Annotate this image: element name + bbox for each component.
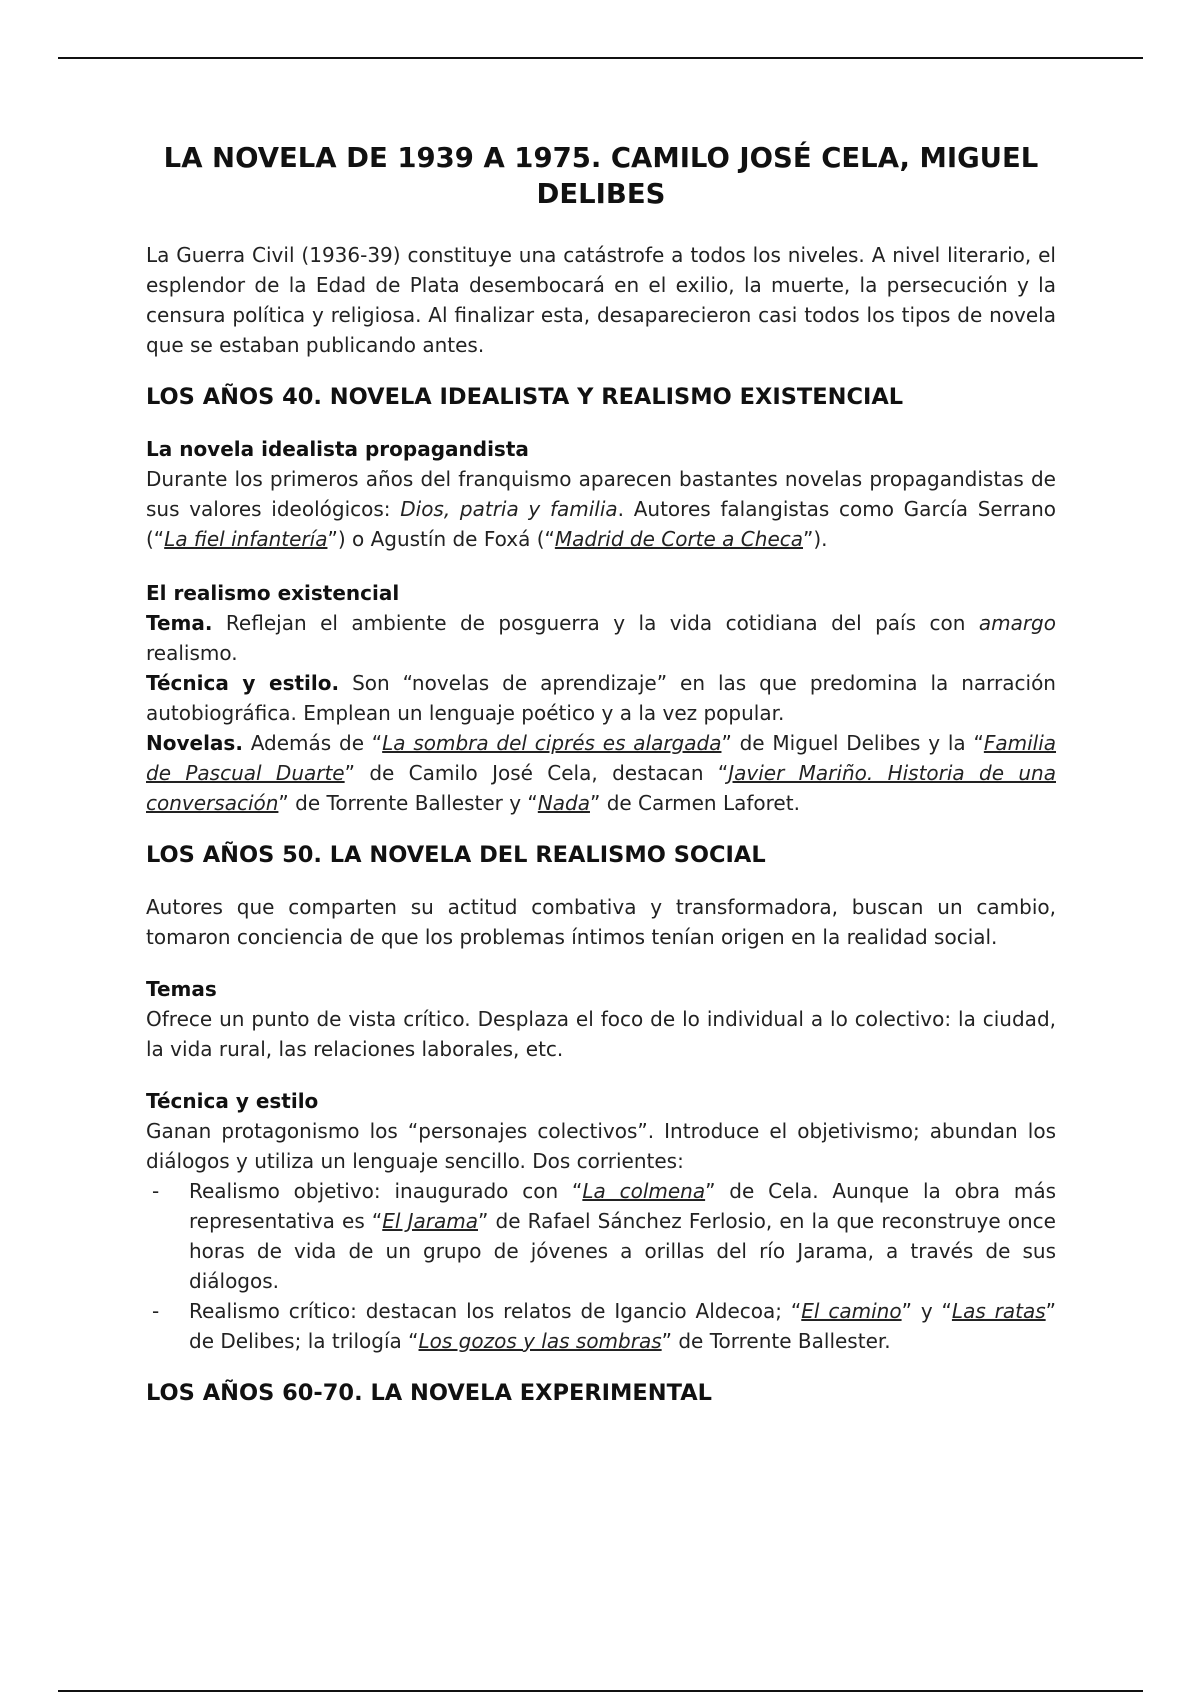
book-title: Madrid de Corte a Checa — [554, 527, 803, 551]
book-title: La colmena — [582, 1179, 706, 1203]
intro-paragraph: La Guerra Civil (1936-39) constituye una catástrofe a todos los niveles. A nivel literario, el esplendor de la Edad de Plata desembocará en el exilio, la muerte, la persecución y la censura política y religiosa. Al finalizar esta, desaparecieron casi todos los tipos de novela que se estaban publicando antes. — [146, 243, 1056, 357]
bottom-rule — [58, 1690, 1143, 1692]
label-tema: Tema. — [146, 611, 213, 635]
values-phrase: Dios, patria y familia — [400, 497, 618, 521]
book-title: La sombra del ciprés es alargada — [382, 731, 722, 755]
list-item: - Realismo objetivo: inaugurado con “La colmena” de Cela. Aunque la obra más representativa es “El Jarama” de Rafael Sánchez Ferlosio, en la que reconstruye once horas de vida de un grupo de jóvenes a orillas del río Jarama, a través de sus diálogos. — [146, 1176, 1056, 1296]
paragraph-tecnica-estilo: Ganan protagonismo los “personajes colectivos”. Introduce el objetivismo; abundan los diálogos y utiliza un lenguaje sencillo. Dos corrientes: — [146, 1119, 1056, 1173]
book-title: Los gozos y las sombras — [418, 1329, 662, 1353]
book-title: La fiel infantería — [164, 527, 328, 551]
bullet-dash: - — [152, 1179, 160, 1203]
label-novelas: Novelas. — [146, 731, 243, 755]
subheading-temas: Temas — [146, 977, 217, 1001]
bullet-dash: - — [152, 1299, 160, 1323]
subheading-realismo-existencial: El realismo existencial — [146, 581, 400, 605]
book-title: Nada — [537, 791, 590, 815]
paragraph-novelas: Novelas. Además de “La sombra del ciprés es alargada” de Miguel Delibes y la “Familia de Pascual Duarte” de Camilo José Cela, destacan “Javier Mariño. Historia de una conversación” de Torrente Ballester y “Nada” de Carmen Laforet. — [146, 731, 1057, 815]
book-title: El Jarama — [382, 1209, 478, 1233]
section-heading-60s-70s: LOS AÑOS 60-70. LA NOVELA EXPERIMENTAL — [146, 1380, 712, 1406]
document-body — [146, 140, 1056, 1408]
section-heading-50s: LOS AÑOS 50. LA NOVELA DEL REALISMO SOCIAL — [146, 842, 766, 868]
book-title: Las ratas — [951, 1299, 1046, 1323]
book-title: Javier Mariño. Historia de una conversación — [146, 761, 1056, 815]
section-heading-40s: LOS AÑOS 40. NOVELA IDEALISTA Y REALISMO EXISTENCIAL — [146, 384, 904, 410]
book-title: El camino — [801, 1299, 902, 1323]
paragraph-tema: Tema. Reflejan el ambiente de posguerra y la vida cotidiana del país con amargo realismo. — [146, 611, 1056, 665]
top-rule — [58, 57, 1143, 59]
corrientes-list — [146, 1176, 1056, 1356]
paragraph-tecnica: Técnica y estilo. Son “novelas de aprendizaje” en las que predomina la narración autobiográfica. Emplean un lenguaje poético y a la vez popular. — [146, 671, 1056, 725]
list-item: - Realismo crítico: destacan los relatos de Igancio Aldecoa; “El camino” y “Las ratas” de Delibes; la trilogía “Los gozos y las sombras” de Torrente Ballester. — [146, 1296, 1056, 1356]
paragraph-realismo-social: Autores que comparten su actitud combativa y transformadora, buscan un cambio, tomaron conciencia de que los problemas íntimos tenían origen en la realidad social. — [146, 895, 1056, 949]
paragraph-novela-idealista: Durante los primeros años del franquismo aparecen bastantes novelas propagandistas de sus valores ideológicos: Dios, patria y familia. Autores falangistas como García Serrano (“La fiel infantería”) o Agustín de Foxá (“Madrid de Corte a Checa”). — [146, 467, 1056, 551]
label-tecnica: Técnica y estilo. — [146, 671, 340, 695]
book-title: Familia de Pascual Duarte — [146, 731, 1057, 785]
page-title: LA NOVELA DE 1939 A 1975. CAMILO JOSÉ CELA, MIGUEL DELIBES — [163, 142, 1039, 210]
paragraph-temas: Ofrece un punto de vista crítico. Desplaza el foco de lo individual a lo colectivo: la ciudad, la vida rural, las relaciones laborales, etc. — [146, 1007, 1056, 1061]
subheading-novela-idealista: La novela idealista propagandista — [146, 437, 529, 461]
subheading-tecnica-estilo: Técnica y estilo — [146, 1089, 319, 1113]
